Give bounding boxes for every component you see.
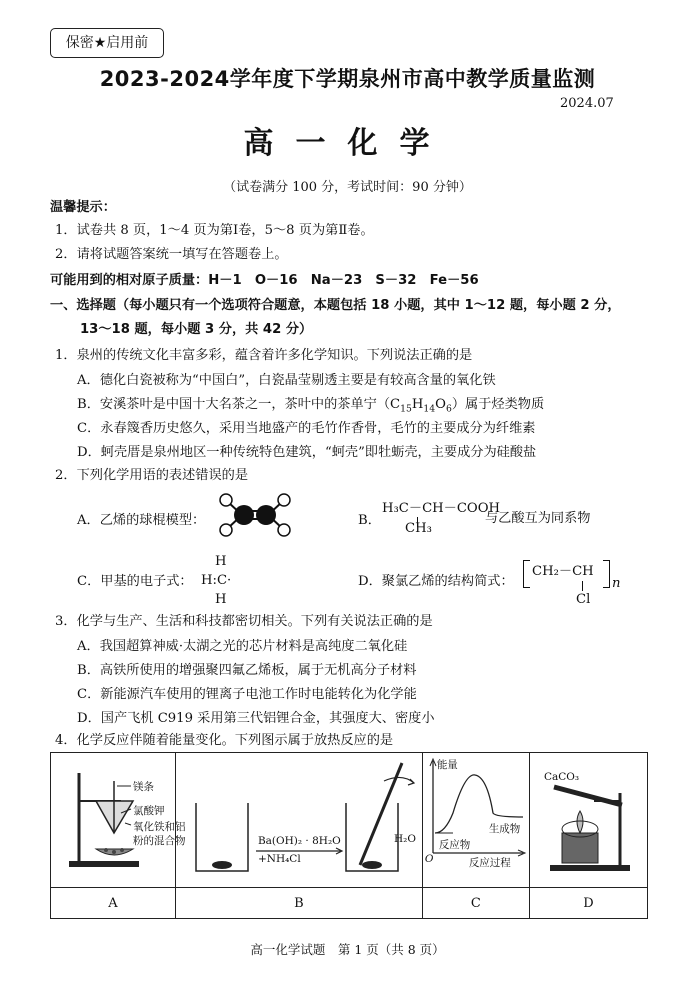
methyl-h-bottom: H — [215, 592, 227, 607]
panel-a-label-mg: 镁条 — [133, 781, 154, 793]
pvc-bracket-right — [603, 560, 610, 588]
methyl-h-top: H — [215, 554, 227, 569]
panel-c — [422, 753, 529, 888]
panel-d — [529, 753, 647, 888]
q3-option-b: B．高铁所使用的增强聚四氟乙烯板，属于无机高分子材料 — [77, 663, 417, 678]
subject-title: 高一化学 — [243, 126, 452, 161]
panel-b-label-baoh2: Ba(OH)₂ · 8H₂O — [257, 835, 341, 847]
q3-option-d: D．国产飞机 C919 采用第三代铝锂合金，其强度大、密度小 — [77, 711, 435, 726]
exam-title: 2023-2024学年度下学期泉州市高中教学质量监测 — [99, 67, 596, 91]
pvc-bracket-left — [523, 560, 530, 588]
atomic-mass-line: 可能用到的相对原子质量：H－1 O－16 Na－23 S－32 Fe－56 — [50, 273, 479, 288]
q3-stem: 3．化学与生产、生活和科技都密切相关。下列有关说法正确的是 — [55, 614, 433, 629]
q2-option-a: A．乙烯的球棍模型： — [77, 513, 206, 528]
panel-a-label-kclo3: 氯酸钾 — [133, 805, 165, 817]
q2-option-d: D．聚氯乙烯的结构简式： — [358, 574, 514, 589]
panel-c-xlabel: 反应过程 — [468, 857, 511, 869]
q2-b-formula-branch: CH₃ — [405, 521, 432, 536]
q1-option-b: B．安溪茶叶是中国十大名茶之一，茶叶中的茶单宁$(C_{15}H_{14}O_6)$属于烃类物质 — [77, 397, 545, 415]
panel-c-product: 生成物 — [488, 823, 521, 835]
pvc-chain: CH₂－CH — [532, 564, 594, 579]
exam-info: （试卷满分 100 分，考试时间：90 分钟） — [223, 180, 472, 195]
panel-c-reactant: 反应物 — [438, 839, 471, 851]
panel-d-label-caco3: CaCO₃ — [543, 771, 580, 783]
panel-b-label-water: H₂O — [393, 833, 416, 845]
panel-a-label: A — [51, 888, 176, 919]
note-item-2: 2．请将试题答案统一填写在答题卷上。 — [55, 247, 288, 262]
panel-b-label-nh4cl: +NH₄Cl — [257, 853, 301, 865]
panel-b — [175, 753, 422, 888]
panel-a-label-mixture: 粉的混合物 — [133, 835, 186, 847]
ethylene-ball-stick-model — [210, 490, 300, 540]
q2-option-c: C．甲基的电子式： — [77, 574, 193, 589]
q4-stem: 4．化学反应伴随着能量变化。下列图示属于放热反应的是 — [55, 733, 394, 748]
confidential-stamp: 保密★启用前 — [50, 28, 164, 58]
q2-b-formula-main: H₃C－CH－COOH — [382, 501, 501, 516]
q3-option-c: C．新能源汽车使用的锂离子电池工作时电能转化为化学能 — [77, 687, 417, 702]
panel-d-label: D — [529, 888, 647, 919]
pvc-n: n — [612, 576, 621, 591]
panel-c-ylabel: 能量 — [436, 759, 458, 771]
exam-date: 2024.07 — [560, 96, 614, 111]
section1-heading-line2: 13～18 题，每小题 3 分，共 42 分） — [80, 322, 313, 337]
methyl-electron-formula: H:C· — [201, 573, 232, 588]
panel-c-label: C — [422, 888, 529, 919]
panel-c-origin: O — [424, 853, 434, 865]
notes-heading: 温馨提示： — [50, 200, 116, 215]
note-item-1: 1．试卷共 8 页，1～4 页为第Ⅰ卷，5～8 页为第Ⅱ卷。 — [55, 223, 374, 238]
page-footer: 高一化学试题 第 1 页（共 8 页） — [250, 942, 445, 957]
q1-option-c: C．永春篾香历史悠久，采用当地盛产的毛竹作香骨，毛竹的主要成分为纤维素 — [77, 421, 536, 436]
panel-a — [51, 753, 186, 888]
panel-b-label: B — [175, 888, 422, 919]
section1-heading-line1: 一、选择题（每小题只有一个选项符合题意，本题包括 18 小题，其中 1～12 题，每小题 2 分， — [50, 298, 621, 313]
q3-option-a: A．我国超算神威·太湖之光的芯片材料是高纯度二氧化硅 — [77, 639, 408, 654]
q2-b-tail: 与乙酸互为同系物 — [485, 511, 591, 526]
pvc-cl-bond — [582, 581, 583, 591]
q2-stem: 2．下列化学用语的表述错误的是 — [55, 468, 249, 483]
panel-a-label-fe2o3-al: 氧化铁和铝 — [133, 821, 186, 833]
pvc-cl: Cl — [576, 592, 591, 607]
q1-stem: 1．泉州的传统文化丰富多彩，蕴含着许多化学知识。下列说法正确的是 — [55, 348, 473, 363]
q1-option-a: A．德化白瓷被称为“中国白”，白瓷晶莹剔透主要是有较高含量的氧化铁 — [77, 373, 496, 388]
q4-figure-table — [50, 752, 648, 919]
q2-option-b: B． — [358, 513, 381, 528]
beaker-stirring-icon — [176, 753, 424, 887]
q1-option-d: D．蚵壳厝是泉州地区一种传统特色建筑，“蚵壳”即牡蛎壳，主要成分为硅酸盐 — [77, 445, 537, 460]
